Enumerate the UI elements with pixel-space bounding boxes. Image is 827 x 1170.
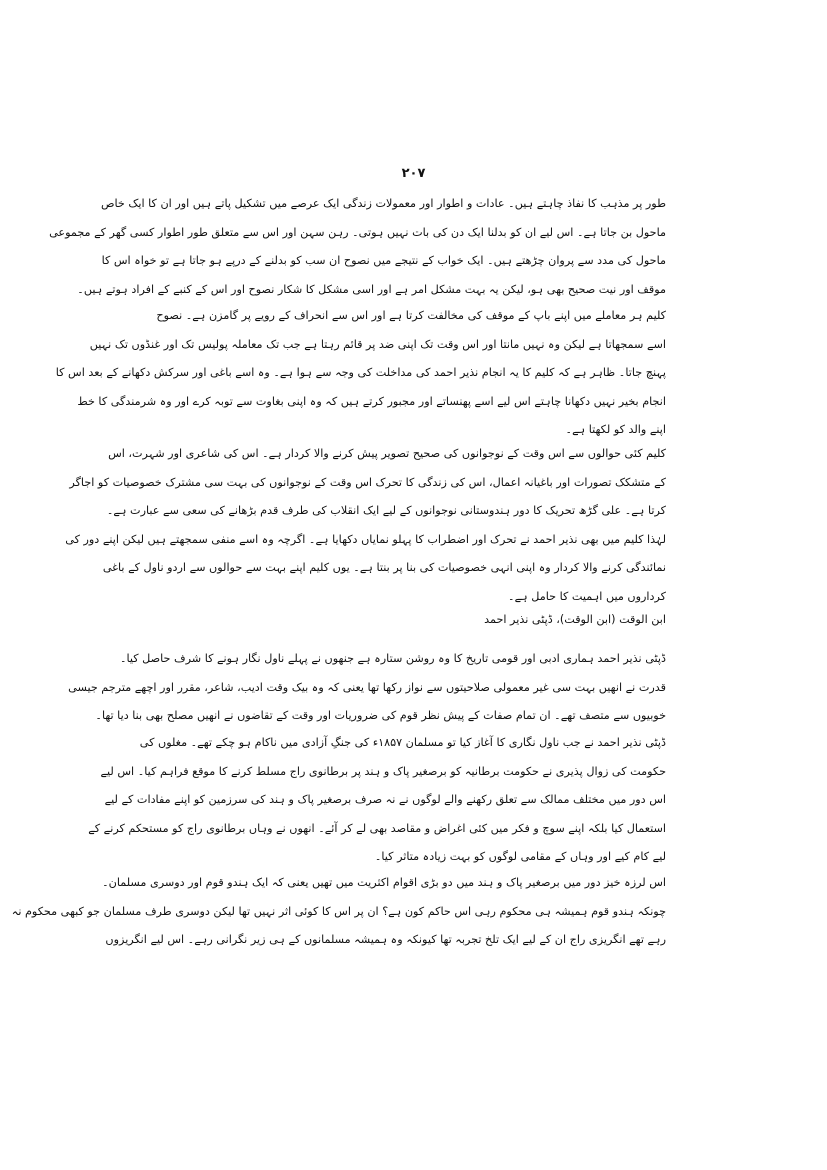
text-line: قدرت نے انھیں بہت سی غیر معمولی صلاحیتوں سے نواز رکھا تھا یعنی کہ وہ بیک وقت ادیب، شاعر، مقرر اور اچھے مترجم جیسی [68, 680, 666, 694]
text-line: لیے کام کیے اور وہاں کے مقامی لوگوں کو بہت زیادہ متاثر کیا۔ [374, 850, 666, 863]
paragraph-3 [65, 440, 666, 611]
paragraph-1 [49, 190, 666, 304]
paragraph-5 [88, 729, 666, 872]
text-line: لہٰذا کلیم میں بھی نذیر احمد نے تحرک اور اضطراب کا پہلو نمایاں دکھایا ہے۔ اگرچہ وہ اسے منفی سمجھتے ہیں لیکن اپنے دور کی [65, 532, 666, 546]
page-number: ۲۰۷ [401, 166, 426, 181]
text-line: خوبیوں سے متصف تھے۔ ان تمام صفات کے پیش نظر قوم کی ضروریات اور وقت کے تقاضوں نے انھیں مصلح بھی بنا دیا تھا۔ [95, 709, 666, 722]
text-line: اس دور میں مختلف ممالک سے تعلق رکھنے والے لوگوں نے نہ صرف برصغیر پاک و ہند کی سرزمین کو اپنے مفادات کے لیے [104, 793, 666, 806]
text-line: کلیم ہر معاملے میں اپنے باپ کے موقف کی مخالفت کرتا ہے اور اس سے انحراف کے رویے پر گامزن ہے۔ نصوح [156, 309, 666, 322]
text-line: موقف اور نیت صحیح بھی ہو، لیکن یہ بہت مشکل امر ہے اور اسی مشکل کا شکار نصوح اور اس کے کنبے کے افراد ہوتے ہیں۔ [77, 282, 666, 296]
paragraph-4 [68, 645, 666, 731]
text-line: کرتا ہے۔ علی گڑھ تحریک کا دور ہندوستانی نوجوانوں کے لیے ایک انقلاب کی طرف قدم بڑھانے کی سعی سے عبارت ہے۔ [106, 504, 666, 517]
section-heading: ابن الوقت (ابن الوقت)، ڈپٹی نذیر احمد [484, 613, 666, 626]
text-line: اسے سمجھاتا ہے لیکن وہ نہیں مانتا اور اس وقت تک اپنی ضد پر قائم رہتا ہے جب تک معاملہ پولیس تک اور غنڈوں تک نہیں [89, 337, 666, 351]
text-line: اس لرزہ خیز دور میں برصغیر پاک و ہند میں دو بڑی اقوام اکثریت میں تھیں یعنی کہ ایک ہندو قوم اور دوسری مسلمان۔ [102, 876, 666, 889]
text-line: انجام بخیر نہیں دکھانا چاہتے اس لیے اسے پھنساتے اور مجبور کرتے ہیں کہ وہ اپنی بغاوت سے توبہ کرے اور وہ شرمندگی کا خط [77, 394, 666, 408]
text-line: ڈپٹی نذیر احمد ہماری ادبی اور قومی تاریخ کا وہ روشن ستارہ ہے جنھوں نے پہلے ناول نگار ہونے کا شرف حاصل کیا۔ [119, 652, 666, 665]
text-line: کے متشکک تصورات اور باغیانہ اعمال، اس کی زندگی کا تحرک اس وقت کے نوجوانوں کی بہت سی مشترک خصوصیات کو اجاگر [69, 475, 666, 489]
text-line: استعمال کیا بلکہ اپنے سوچ و فکر میں کئی اغراض و مقاصد بھی لے کر آئے۔ انھوں نے وہاں برطانوی راج کو مستحکم کرنے کے [88, 821, 666, 835]
text-line: طور پر مذہب کا نفاذ چاہتے ہیں۔ عادات و اطوار اور معمولات زندگی ایک عرصے میں تشکیل پاتے ہیں اور ان کا ایک خاص [100, 197, 666, 210]
text-line: رہے تھے انگریزی راج ان کے لیے ایک تلخ تجربہ تھا کیونکہ وہ ہمیشہ مسلمانوں کے ہی زیر نگرانی رہے۔ اس لیے انگریزوں [105, 933, 666, 946]
text-line: کلیم کئی حوالوں سے اس وقت کے نوجوانوں کی صحیح تصویر پیش کرنے والا کردار ہے۔ اس کی شاعری اور شہرت، اس [108, 447, 666, 460]
text-line: کرداروں میں اہمیت کا حامل ہے۔ [508, 589, 666, 603]
text-line: حکومت کی زوال پذیری نے حکومت برطانیہ کو برصغیر پاک و ہند پر برطانوی راج مسلط کرنے کا موقع فراہم کیا۔ اس لیے [100, 764, 666, 778]
paragraph-6 [11, 869, 666, 955]
text-line: اپنے والد کو لکھتا ہے۔ [565, 423, 666, 436]
text-line: چونکہ ہندو قوم ہمیشہ ہی محکوم رہی اس حاکم کون ہے؟ ان پر اس کا کوئی اثر نہیں تھا لیکن دوسری طرف مسلمان جو کبھی محکوم نہ [11, 904, 666, 918]
text-line: ماحول بن جاتا ہے۔ اس لیے ان کو بدلنا ایک دن کی بات نہیں ہوتی۔ رہن سہن اور اس سے متعلق طور اطوار کسی گھر کے مجموعی [49, 225, 666, 239]
text-line: پہنچ جاتا۔ ظاہر ہے کہ کلیم کا یہ انجام نذیر احمد کی مداخلت کی وجہ سے ہوا ہے۔ وہ اسے باغی اور سرکش دکھانے کے بعد اس کا [55, 366, 666, 379]
text-line: نمائندگی کرنے والا کردار وہ اپنی انہی خصوصیات کی بنا پر بنتا ہے۔ یوں کلیم اپنے بہت سے حوالوں سے اردو ناول کے باغی [102, 561, 666, 574]
text-line: ڈپٹی نذیر احمد نے جب ناول نگاری کا آغاز کیا تو مسلمان ۱۸۵۷ء کی جنگِ آزادی میں ناکام ہو چکے تھے۔ مغلوں کی [139, 736, 666, 749]
paragraph-2 [55, 302, 666, 445]
text-line: ماحول کی مدد سے پروان چڑھتے ہیں۔ ایک خواب کے نتیجے میں نصوح ان سب کو بدلنے کے درپے ہو جاتا ہے تو خواہ اس کا [101, 254, 666, 267]
